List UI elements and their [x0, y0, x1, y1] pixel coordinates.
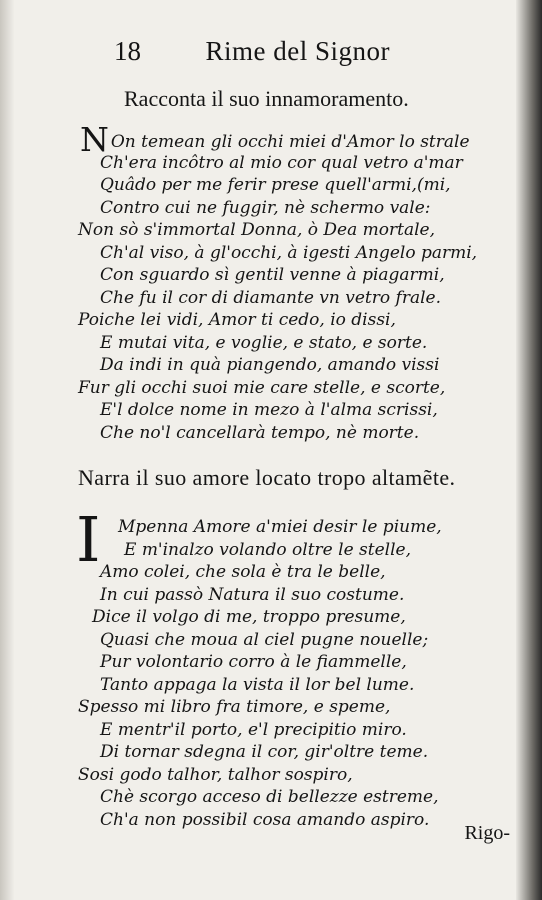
sonnet2-initial: I [76, 503, 101, 576]
sonnet2-heading: Narra il suo amore locato tropo altamẽte. [78, 465, 456, 490]
sonnet1-line-5: Non sò s'immortal Donna, ò Dea mortale, [78, 220, 435, 240]
running-title: Rime del Signor [205, 36, 390, 66]
sonnet2-line-9: Spesso mi libro fra timore, e speme, [78, 697, 391, 717]
sonnet2-line-2: E m'inalzo volando oltre le stelle, [124, 539, 411, 560]
sonnet1-line-14: Che no'l cancellarà tempo, nè morte. [100, 422, 420, 443]
sonnet2-line-12: Sosi godo talhor, talhor sospiro, [78, 764, 353, 785]
sonnet2 [76, 503, 488, 831]
sonnet1-heading: Racconta il suo innamoramento. [124, 86, 409, 111]
sonnet2-line-14: Ch'a non possibil cosa amando aspiro. [100, 809, 430, 830]
sonnet1-line-6: Ch'al viso, à gl'occhi, à igesti Angelo parmi, [100, 242, 478, 263]
sonnet1-line-10: E mutai vita, e voglie, e stato, e sorte. [100, 332, 428, 353]
sonnet1-line-2: Ch'era incôtro al mio cor qual vetro a'mar [100, 152, 463, 173]
sonnet2-line-3: Amo colei, che sola è tra le belle, [100, 562, 386, 582]
sonnet2-line-1: Mpenna Amore a'miei desir le piume, [118, 517, 442, 537]
page-number: 18 [114, 36, 141, 66]
sonnet1 [78, 120, 488, 444]
sonnet2-line-13: Chè scorgo acceso di bellezze estreme, [100, 787, 439, 807]
sonnet1-line-11: Da indi in quà piangendo, amando vissi [100, 355, 440, 375]
sonnet1-line-8: Che fu il cor di diamante vn vetro frale. [100, 287, 441, 308]
page-gutter-shadow [0, 0, 14, 900]
sonnet2-line-6: Quasi che moua al ciel pugne nouelle; [100, 629, 429, 650]
sonnet1-line-7: Con sguardo sì gentil venne à piagarmi, [100, 265, 445, 285]
sonnet2-line-10: E mentr'il porto, e'l precipitio miro. [100, 719, 407, 740]
sonnet1-line-13: E'l dolce nome in mezo à l'alma scrissi, [100, 400, 438, 420]
sonnet2-line-5: Dice il volgo di me, troppo presume, [92, 607, 406, 627]
sonnet1-line-12: Fur gli occhi suoi mie care stelle, e scorte, [78, 377, 446, 398]
sonnet1-line-1: N On temean gli occhi miei d'Amor lo strale [80, 120, 470, 159]
sonnet1-line-4: Contro cui ne fuggir, nè schermo vale: [100, 197, 431, 218]
sonnet1-line-9: Poiche lei vidi, Amor ti cedo, io dissi, [78, 310, 396, 330]
sonnet1-line-3: Quâdo per me ferir prese quell'armi,(mi, [100, 175, 451, 195]
sonnet2-line-4: In cui passò Natura il suo costume. [100, 584, 405, 605]
catchword: Rigo- [464, 822, 510, 844]
sonnet2-line-7: Pur volontario corro à le fiammelle, [100, 652, 407, 672]
sonnet1-initial: N [80, 120, 109, 159]
running-head [114, 36, 390, 70]
sonnet2-line-11: Di tornar sdegna il cor, gir'oltre teme. [100, 742, 429, 762]
sonnet2-line-8: Tanto appaga la vista il lor bel lume. [100, 674, 415, 695]
page-edge-shadow [516, 0, 542, 900]
